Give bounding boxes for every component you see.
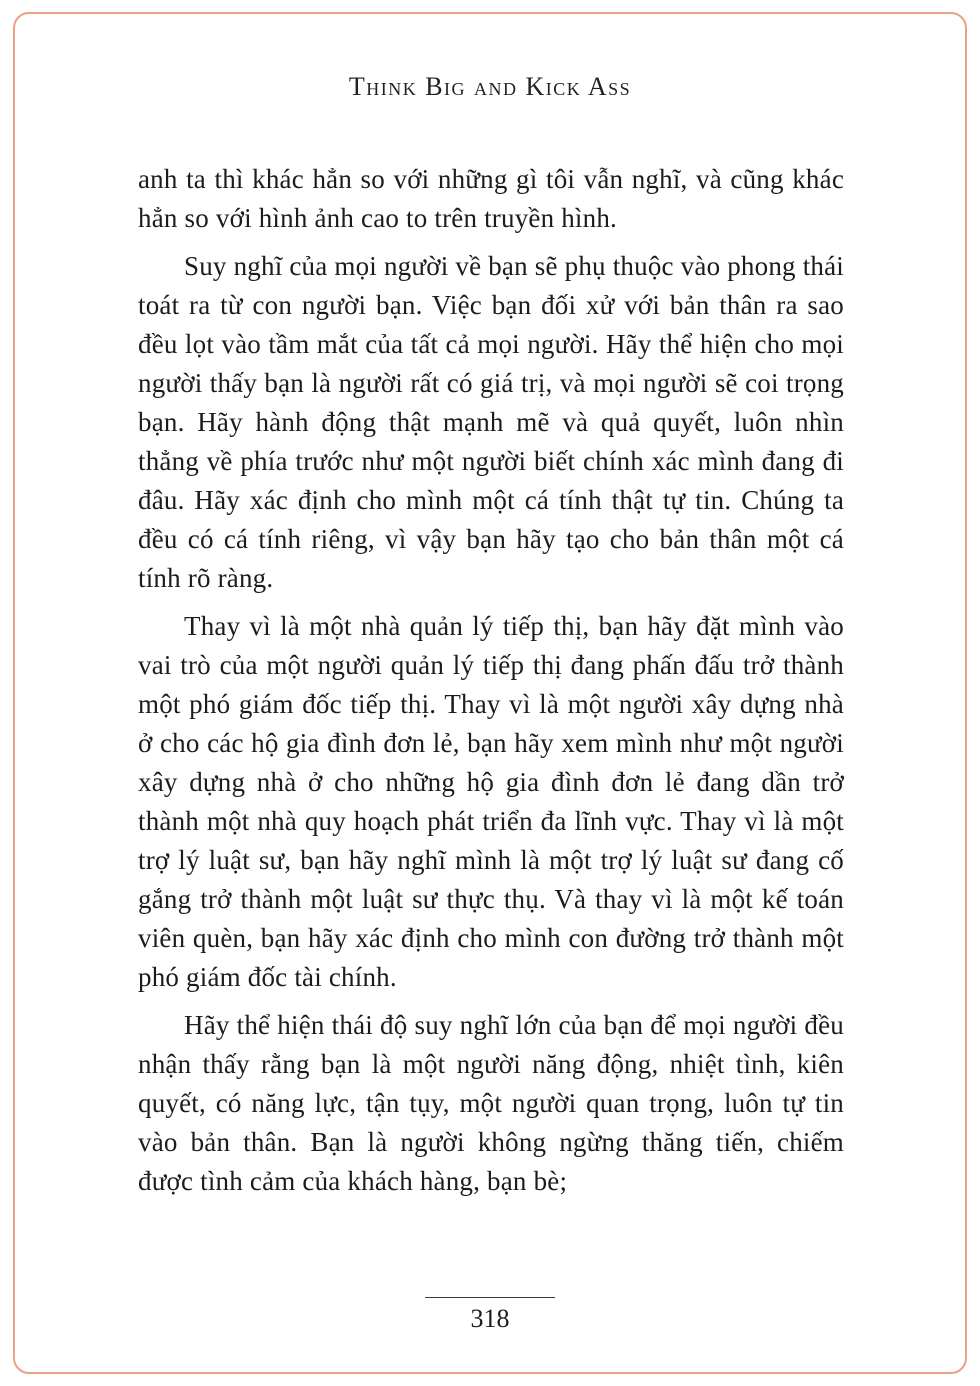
- footer-rule: [425, 1297, 555, 1298]
- page-body: [138, 160, 844, 1210]
- page-number: 318: [470, 1304, 510, 1333]
- page-footer: [0, 1297, 980, 1334]
- running-header: Think Big and Kick Ass: [348, 72, 632, 101]
- paragraph: Hãy thể hiện thái độ suy nghĩ lớn của bạn để mọi người đều nhận thấy rằng bạn là một người năng động, nhiệt tình, kiên quyết, có năng lực, tận tụy, một người quan trọng, luôn tự tin vào bản thân. Bạn là người không ngừng thăng tiến, chiếm được tình cảm của khách hàng, bạn bè;: [138, 1010, 844, 1196]
- paragraph: Thay vì là một nhà quản lý tiếp thị, bạn hãy đặt mình vào vai trò của một người quản lý tiếp thị đang phấn đấu trở thành một phó giám đốc tiếp thị. Thay vì là một người xây dựng nhà ở cho các hộ gia đình đơn lẻ, bạn hãy xem mình như một người xây dựng nhà ở cho những hộ gia đình đơn lẻ đang dần trở thành một nhà quy hoạch phát triển đa lĩnh vực. Thay vì là một trợ lý luật sư, bạn hãy nghĩ mình là một trợ lý luật sư đang cố gắng trở thành một luật sư thực thụ. Và thay vì là một kế toán viên quèn, bạn hãy xác định cho mình con đường trở thành một phó giám đốc tài chính.: [138, 611, 844, 992]
- paragraph: anh ta thì khác hẳn so với những gì tôi vẫn nghĩ, và cũng khác hẳn so với hình ảnh cao to trên truyền hình.: [138, 164, 844, 233]
- paragraph: Suy nghĩ của mọi người về bạn sẽ phụ thuộc vào phong thái toát ra từ con người bạn. Việc bạn đối xử với bản thân ra sao đều lọt vào tầm mắt của tất cả mọi người. Hãy thể hiện cho mọi người thấy bạn là người rất có giá trị, và mọi người sẽ coi trọng bạn. Hãy hành động thật mạnh mẽ và quả quyết, luôn nhìn thẳng về phía trước như một người biết chính xác mình đang đi đâu. Hãy xác định cho mình một cá tính thật tự tin. Chúng ta đều có cá tính riêng, vì vậy bạn hãy tạo cho bản thân một cá tính rõ ràng.: [138, 251, 844, 593]
